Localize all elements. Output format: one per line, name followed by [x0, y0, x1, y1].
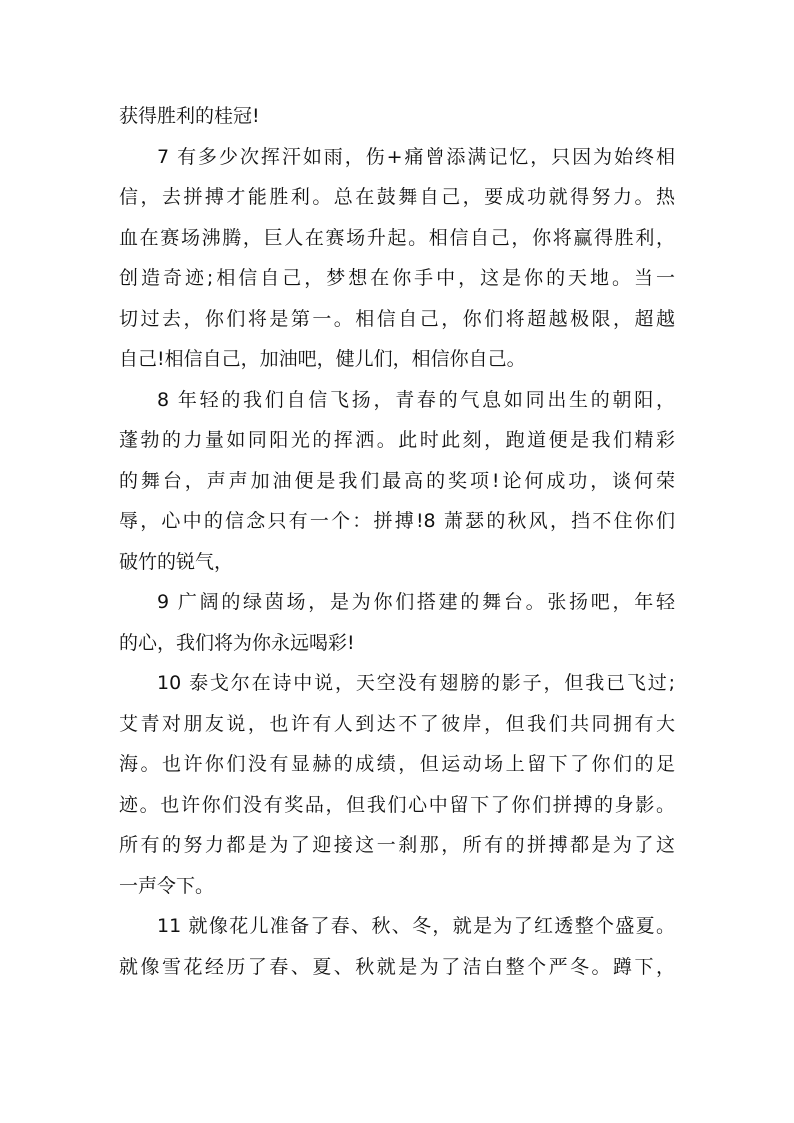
text-line: 10 泰戈尔在诗中说，天空没有翅膀的影子，但我已飞过; — [157, 672, 675, 694]
text-line: 破竹的锐气， — [119, 550, 234, 573]
text-line: 迹。也许你们没有奖品，但我们心中留下了你们拼搏的身影。 — [119, 793, 675, 816]
text-line: 一声令下。 — [119, 874, 215, 897]
text-line: 辱，心中的信念只有一个：拼搏!8 萧瑟的秋风，挡不住你们 — [119, 510, 675, 532]
text-line: 就像雪花经历了春、夏、秋就是为了洁白整个严冬。蹲下， — [119, 955, 675, 978]
text-line: 9 广阔的绿茵场，是为你们搭建的舞台。张扬吧，年轻 — [157, 591, 675, 613]
text-line: 切过去，你们将是第一。相信自己，你们将超越极限，超越 — [119, 307, 675, 330]
text-line: 血在赛场沸腾，巨人在赛场升起。相信自己，你将赢得胜利， — [119, 226, 675, 249]
text-line: 自己!相信自己，加油吧，健儿们，相信你自己。 — [119, 348, 526, 370]
text-line: 获得胜利的桂冠! — [119, 105, 260, 127]
text-line: 所有的努力都是为了迎接这一刹那，所有的拼搏都是为了这 — [119, 834, 675, 856]
text-line: 信，去拼搏才能胜利。总在鼓舞自己，要成功就得努力。热 — [119, 186, 675, 208]
text-line: 的心，我们将为你永远喝彩! — [119, 631, 355, 654]
text-line: 7 有多少次挥汗如雨，伤+痛曾添满记忆，只因为始终相 — [157, 145, 675, 168]
text-line: 8 年轻的我们自信飞扬，青春的气息如同出生的朝阳， — [157, 388, 675, 411]
text-line: 蓬勃的力量如同阳光的挥洒。此时此刻，跑道便是我们精彩 — [119, 429, 675, 451]
text-line: 的舞台，声声加油便是我们最高的奖项!论何成功，谈何荣 — [119, 469, 675, 492]
text-line: 11 就像花儿准备了春、秋、冬，就是为了红透整个盛夏。 — [157, 915, 675, 937]
text-line: 创造奇迹;相信自己，梦想在你手中，这是你的天地。当一 — [119, 267, 675, 289]
text-line: 艾青对朋友说，也许有人到达不了彼岸，但我们共同拥有大 — [119, 712, 675, 735]
document-body — [119, 96, 675, 987]
text-line: 海。也许你们没有显赫的成绩，但运动场上留下了你们的足 — [119, 753, 675, 775]
